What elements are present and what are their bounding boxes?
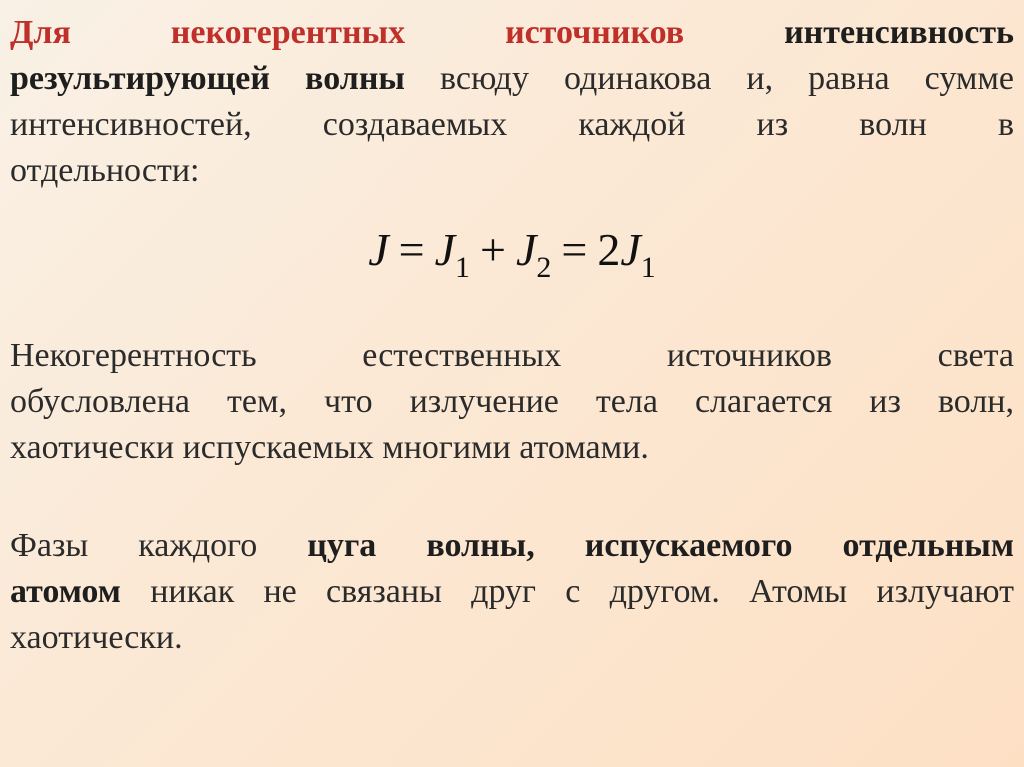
formula-equals-1: = [398,224,425,275]
bold-word-atom: атомом [10,573,121,610]
formula-sub-2: 2 [536,251,552,284]
bold-phrase-resulting-wave: результирующей волны [10,60,405,97]
formula-j3: J [620,224,641,275]
paragraph-1-line-2-rest: всюду одинакова и, равна сумме [404,60,1014,97]
formula-plus: + [480,224,506,275]
red-word-dlya: Для [10,14,71,51]
intensity-formula [10,215,1014,285]
formula-j: J [368,224,389,275]
paragraph-1-line-3: интенсивностей, создаваемых каждой из волн в [10,106,1014,143]
formula-sub-1: 1 [455,251,471,284]
paragraph-3-line-1-plain: Фазы каждого [10,527,308,564]
bold-word-intensivnost: интенсивность [784,14,1015,51]
formula-sub-3: 1 [640,251,656,284]
bold-phrase-wave-train: цуга волны, испускаемого отдельным [307,527,1014,564]
slide [10,10,1014,757]
paragraph-2-line-1: Некогерентность естественных источников света [10,337,1014,374]
red-word-istochnikov: источников [505,14,685,51]
paragraph-1-line-2 [10,56,1014,102]
formula-j1: J [434,224,456,275]
paragraph-3-line-3: хаотически. [10,619,183,656]
paragraph-incoherent-sources [10,10,1014,194]
paragraph-3-line-1 [10,523,1014,569]
paragraph-2-line-3: хаотически испускаемых многими атомами. [10,429,649,466]
formula-equals-2: = [561,224,588,275]
paragraph-1-line-4: отдельности: [10,152,200,189]
red-word-nekogerentnyh: некогерентных [170,14,406,51]
paragraph-natural-sources [10,333,1014,471]
paragraph-3-line-2-plain: никак не связаны друг с другом. Атомы излучают [120,573,1014,610]
formula-coefficient: 2 [597,224,621,275]
paragraph-1-line-1 [10,10,1014,56]
formula-j2: J [515,224,537,275]
paragraph-3-line-2 [10,569,1014,615]
paragraph-wave-train-phases [10,523,1014,661]
paragraph-2-line-2: обусловлена тем, что излучение тела слагается из волн, [10,383,1014,420]
